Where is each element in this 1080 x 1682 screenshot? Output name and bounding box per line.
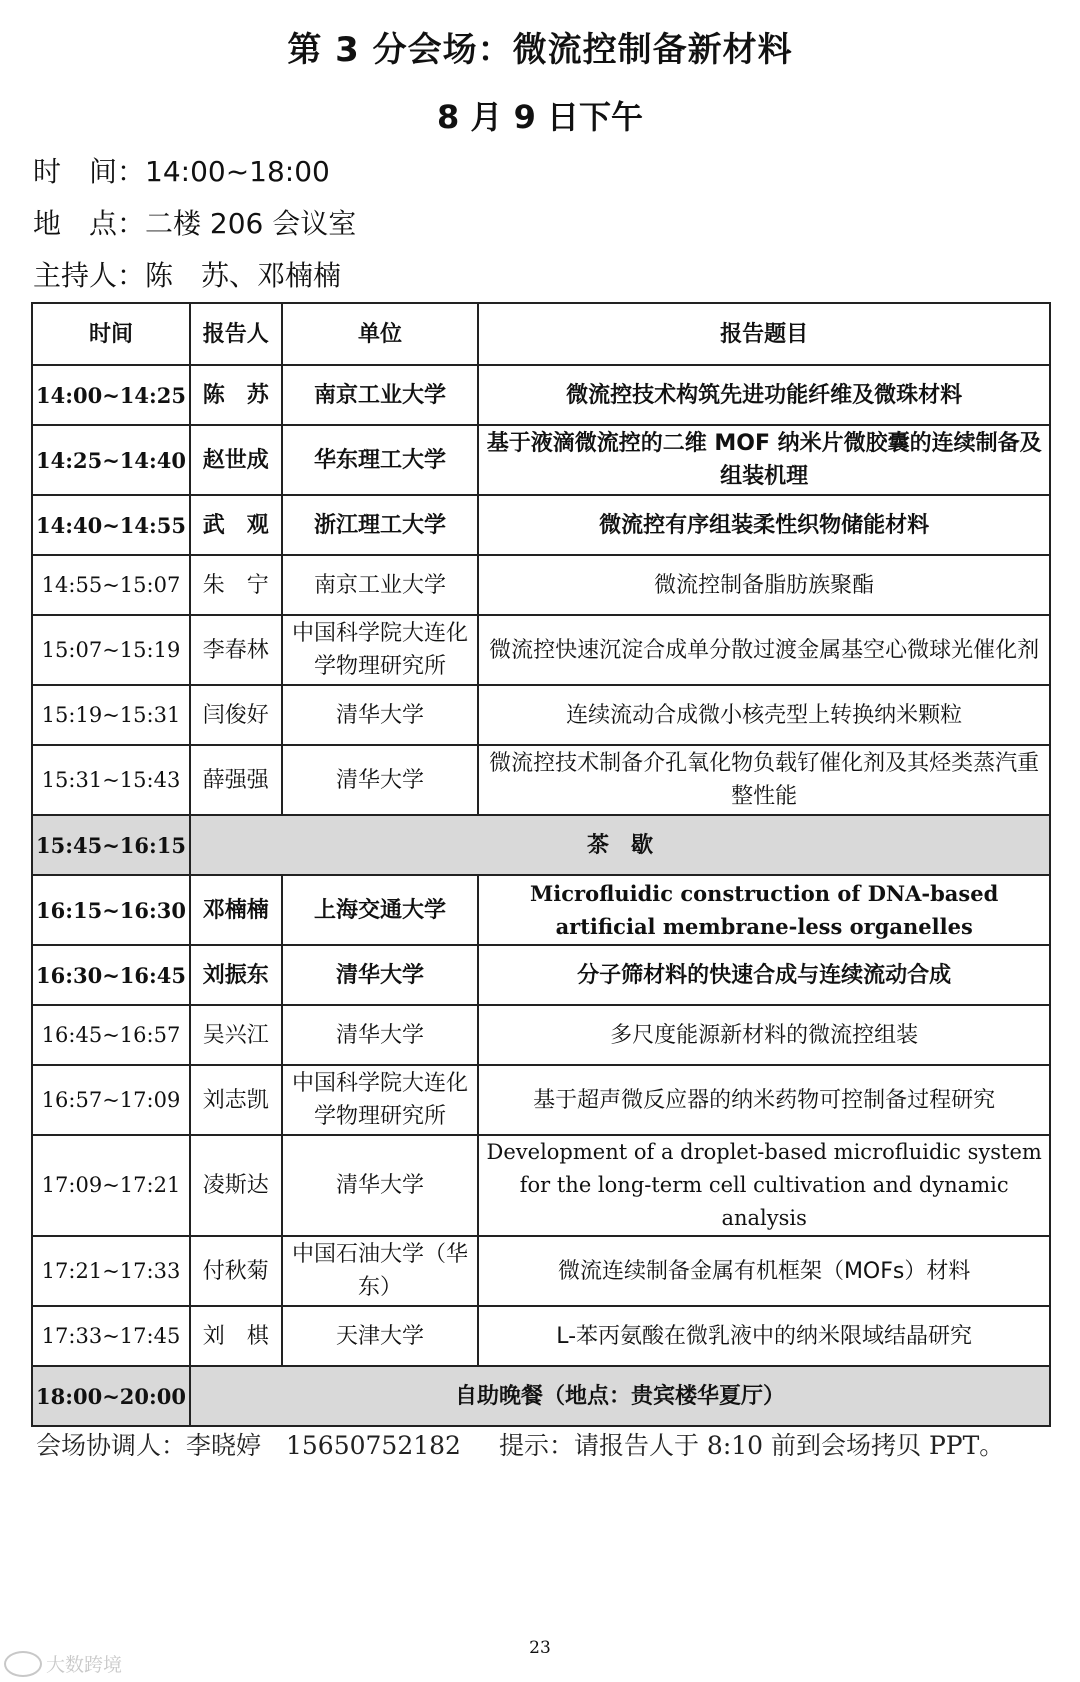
row-speaker: 刘 棋 <box>190 1306 282 1366</box>
row-time: 16:30~16:45 <box>32 945 190 1005</box>
table-row <box>32 1005 1050 1065</box>
place-value: 二楼 206 会议室 <box>145 207 357 240</box>
coordinator-text: 会场协调人：李晓婷 15650752182 <box>36 1431 461 1460</box>
row-time: 17:21~17:33 <box>32 1236 190 1306</box>
row-time: 15:31~15:43 <box>32 745 190 815</box>
row-title: 微流控技术构筑先进功能纤维及微珠材料 <box>478 365 1050 425</box>
page-number: 23 <box>529 1638 551 1658</box>
row-title: 微流控有序组装柔性织物储能材料 <box>478 495 1050 555</box>
watermark-text: 大数跨境 <box>46 1654 123 1676</box>
footer-note <box>36 1426 1004 1462</box>
row-speaker: 刘志凯 <box>190 1065 282 1135</box>
break-time: 15:45~16:15 <box>32 815 190 875</box>
tip-text: 提示：请报告人于 8:10 前到会场拷贝 PPT。 <box>498 1431 1005 1460</box>
row-unit: 清华大学 <box>282 745 479 815</box>
row-unit: 南京工业大学 <box>282 555 479 615</box>
info-place <box>33 202 356 242</box>
row-title: 分子筛材料的快速合成与连续流动合成 <box>478 945 1050 1005</box>
table-row <box>32 555 1050 615</box>
row-speaker: 付秋菊 <box>190 1236 282 1306</box>
dinner-row <box>32 1366 1050 1426</box>
dinner-label: 自助晚餐（地点：贵宾楼华夏厅） <box>190 1366 1050 1426</box>
header-title: 报告题目 <box>478 303 1050 365</box>
row-title: 基于液滴微流控的二维 MOF 纳米片微胶囊的连续制备及组装机理 <box>478 425 1050 495</box>
row-speaker: 邓楠楠 <box>190 875 282 945</box>
row-unit: 中国科学院大连化学物理研究所 <box>282 1065 479 1135</box>
info-host <box>33 254 341 294</box>
row-speaker: 陈 苏 <box>190 365 282 425</box>
row-title: 微流控技术制备介孔氧化物负载钌催化剂及其烃类蒸汽重整性能 <box>478 745 1050 815</box>
table-row <box>32 745 1050 815</box>
table-header-row <box>32 303 1050 365</box>
info-time <box>33 150 330 190</box>
break-label: 茶 歇 <box>190 815 1050 875</box>
place-label: 地 点： <box>33 207 146 240</box>
row-unit: 华东理工大学 <box>282 425 479 495</box>
row-time: 14:25~14:40 <box>32 425 190 495</box>
row-title: 微流控快速沉淀合成单分散过渡金属基空心微球光催化剂 <box>478 615 1050 685</box>
table-row <box>32 1236 1050 1306</box>
table-row <box>32 1306 1050 1366</box>
row-time: 16:45~16:57 <box>32 1005 190 1065</box>
table-row <box>32 945 1050 1005</box>
watermark <box>4 1650 122 1677</box>
table-row <box>32 365 1050 425</box>
row-time: 15:19~15:31 <box>32 685 190 745</box>
row-title: Microfluidic construction of DNA-based artificial membrane-less organelles <box>478 875 1050 945</box>
row-title: 连续流动合成微小核壳型上转换纳米颗粒 <box>478 685 1050 745</box>
session-title: 第 3 分会场：微流控制备新材料 <box>287 30 793 70</box>
time-value: 14:00~18:00 <box>145 155 330 188</box>
table-row <box>32 1065 1050 1135</box>
row-speaker: 武 观 <box>190 495 282 555</box>
row-time: 16:57~17:09 <box>32 1065 190 1135</box>
row-unit: 清华大学 <box>282 1135 479 1236</box>
session-date: 8 月 9 日下午 <box>437 98 643 136</box>
row-title: L-苯丙氨酸在微乳液中的纳米限域结晶研究 <box>478 1306 1050 1366</box>
row-title: Development of a droplet-based microfluidic system for the long-term cell cultivation and dynamic analysis <box>478 1135 1050 1236</box>
row-time: 16:15~16:30 <box>32 875 190 945</box>
row-time: 17:33~17:45 <box>32 1306 190 1366</box>
table-row <box>32 685 1050 745</box>
table-row <box>32 615 1050 685</box>
header-unit: 单位 <box>282 303 479 365</box>
table-row <box>32 495 1050 555</box>
row-speaker: 薛强强 <box>190 745 282 815</box>
row-time: 15:07~15:19 <box>32 615 190 685</box>
row-time: 14:55~15:07 <box>32 555 190 615</box>
row-unit: 清华大学 <box>282 1005 479 1065</box>
time-label: 时 间： <box>33 155 146 188</box>
row-speaker: 吴兴江 <box>190 1005 282 1065</box>
row-unit: 中国科学院大连化学物理研究所 <box>282 615 479 685</box>
row-title: 多尺度能源新材料的微流控组装 <box>478 1005 1050 1065</box>
row-unit: 浙江理工大学 <box>282 495 479 555</box>
table-row <box>32 1135 1050 1236</box>
row-title: 基于超声微反应器的纳米药物可控制备过程研究 <box>478 1065 1050 1135</box>
row-speaker: 刘振东 <box>190 945 282 1005</box>
header-speaker: 报告人 <box>190 303 282 365</box>
row-time: 14:00~14:25 <box>32 365 190 425</box>
dinner-time: 18:00~20:00 <box>32 1366 190 1426</box>
row-speaker: 赵世成 <box>190 425 282 495</box>
row-title: 微流连续制备金属有机框架（MOFs）材料 <box>478 1236 1050 1306</box>
row-speaker: 凌斯达 <box>190 1135 282 1236</box>
row-unit: 天津大学 <box>282 1306 479 1366</box>
row-unit: 清华大学 <box>282 685 479 745</box>
schedule-table <box>31 302 1051 1427</box>
row-time: 14:40~14:55 <box>32 495 190 555</box>
row-unit: 清华大学 <box>282 945 479 1005</box>
row-speaker: 李春林 <box>190 615 282 685</box>
row-speaker: 朱 宁 <box>190 555 282 615</box>
table-row <box>32 875 1050 945</box>
row-unit: 中国石油大学（华东） <box>282 1236 479 1306</box>
row-unit: 南京工业大学 <box>282 365 479 425</box>
table-row <box>32 425 1050 495</box>
row-speaker: 闫俊好 <box>190 685 282 745</box>
header-time: 时间 <box>32 303 190 365</box>
host-value: 陈 苏、邓楠楠 <box>145 259 342 292</box>
row-time: 17:09~17:21 <box>32 1135 190 1236</box>
break-row <box>32 815 1050 875</box>
host-label: 主持人： <box>33 259 146 292</box>
watermark-logo-icon <box>4 1651 42 1677</box>
row-unit: 上海交通大学 <box>282 875 479 945</box>
row-title: 微流控制备脂肪族聚酯 <box>478 555 1050 615</box>
